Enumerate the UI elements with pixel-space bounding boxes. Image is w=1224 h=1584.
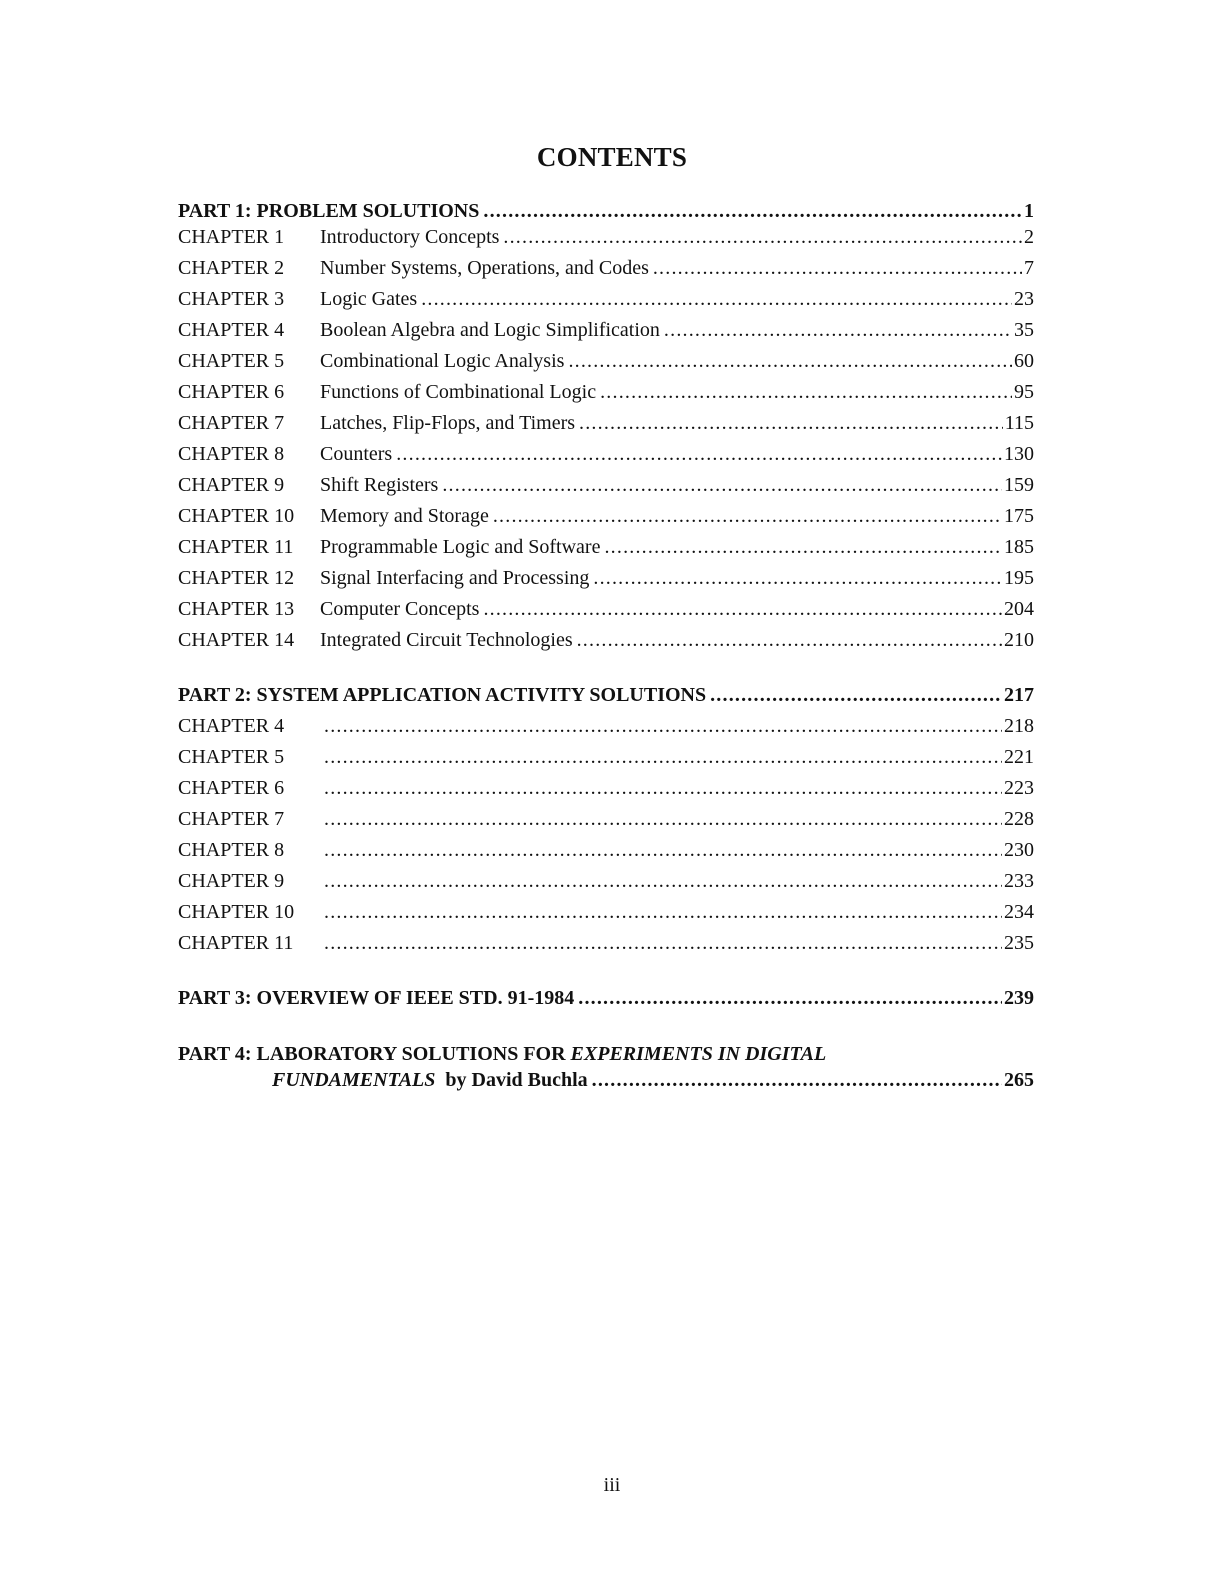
dot-leader [592, 1067, 1002, 1093]
dot-leader [664, 317, 1012, 343]
dot-leader [604, 534, 1002, 560]
part3-title: PART 3: OVERVIEW OF IEEE STD. 91-1984 [178, 987, 575, 1009]
chapter-label: CHAPTER 9 [178, 474, 285, 496]
dot-leader [503, 224, 1022, 250]
chapter-label: CHAPTER 6 [178, 777, 285, 799]
chapter-title: Computer Concepts [320, 598, 480, 620]
part3-heading[interactable] [178, 985, 1034, 1011]
dot-leader [577, 627, 1002, 653]
toc-entry[interactable] [178, 472, 1034, 503]
dot-leader [600, 379, 1012, 405]
dot-leader [653, 255, 1022, 281]
part2-title: PART 2: SYSTEM APPLICATION ACTIVITY SOLUTIONS [178, 684, 707, 706]
chapter-page: 95 [1014, 381, 1034, 403]
chapter-title: Integrated Circuit Technologies [320, 629, 573, 651]
chapter-title: Signal Interfacing and Processing [320, 567, 590, 589]
dot-leader [579, 410, 1003, 436]
chapter-page: 185 [1004, 536, 1034, 558]
dot-leader [483, 198, 1022, 224]
chapter-page: 175 [1004, 505, 1034, 527]
part4-title [178, 1041, 826, 1067]
part1-heading[interactable] [178, 198, 1034, 224]
toc-entry[interactable] [178, 713, 1034, 744]
dot-leader [493, 503, 1002, 529]
dot-leader [442, 472, 1002, 498]
chapter-label: CHAPTER 11 [178, 932, 294, 954]
dot-leader [324, 806, 1002, 832]
chapter-page: 159 [1004, 474, 1034, 496]
chapter-page: 204 [1004, 598, 1034, 620]
chapter-label: CHAPTER 10 [178, 505, 295, 527]
page-number: iii [603, 1474, 621, 1496]
chapter-title: Programmable Logic and Software [320, 536, 601, 558]
chapter-page: 23 [1014, 288, 1034, 310]
toc-entry[interactable] [178, 503, 1034, 534]
part2-chapter-list [178, 713, 1034, 961]
part4-author: by David Buchla [445, 1069, 588, 1091]
chapter-label: CHAPTER 8 [178, 839, 285, 861]
dot-leader [324, 713, 1002, 739]
dot-leader [324, 899, 1002, 925]
toc-entry[interactable] [178, 348, 1034, 379]
chapter-title: Number Systems, Operations, and Codes [320, 257, 649, 279]
toc-entry[interactable] [178, 224, 1034, 255]
dot-leader [710, 682, 1002, 708]
chapter-page: 228 [1004, 808, 1034, 830]
chapter-page: 218 [1004, 715, 1034, 737]
dot-leader [324, 837, 1002, 863]
chapter-title: Functions of Combinational Logic [320, 381, 597, 403]
dot-leader [568, 348, 1012, 374]
chapter-page: 2 [1024, 226, 1034, 248]
chapter-title: Logic Gates [320, 288, 418, 310]
chapter-page: 35 [1014, 319, 1034, 341]
toc-entry[interactable] [178, 317, 1034, 348]
chapter-title: Counters [320, 443, 393, 465]
chapter-page: 7 [1024, 257, 1034, 279]
part4-book-title-line2: FUNDAMENTALS [272, 1069, 436, 1091]
dot-leader [483, 596, 1002, 622]
toc-entry[interactable] [178, 379, 1034, 410]
chapter-title: Combinational Logic Analysis [320, 350, 565, 372]
dot-leader [324, 930, 1002, 956]
toc-entry[interactable] [178, 534, 1034, 565]
part4-heading[interactable] [178, 1041, 1034, 1067]
chapter-page: 233 [1004, 870, 1034, 892]
toc-entry[interactable] [178, 410, 1034, 441]
dot-leader [324, 775, 1002, 801]
part1-title: PART 1: PROBLEM SOLUTIONS [178, 200, 480, 222]
chapter-label: CHAPTER 7 [178, 412, 285, 434]
toc-entry[interactable] [178, 806, 1034, 837]
toc-entry[interactable] [178, 627, 1034, 658]
part4-label: PART 4: LABORATORY SOLUTIONS FOR [178, 1043, 566, 1065]
toc-entry[interactable] [178, 286, 1034, 317]
chapter-label: CHAPTER 10 [178, 901, 295, 923]
dot-leader [421, 286, 1012, 312]
chapter-label: CHAPTER 9 [178, 870, 285, 892]
chapter-title: Memory and Storage [320, 505, 489, 527]
chapter-label: CHAPTER 4 [178, 319, 285, 341]
chapter-page: 210 [1004, 629, 1034, 651]
part2-heading[interactable] [178, 682, 1034, 708]
chapter-page: 115 [1004, 412, 1034, 434]
chapter-label: CHAPTER 11 [178, 536, 294, 558]
dot-leader [593, 565, 1002, 591]
table-of-contents [178, 198, 1034, 1093]
toc-entry[interactable] [178, 775, 1034, 806]
dot-leader [324, 868, 1002, 894]
toc-entry[interactable] [178, 255, 1034, 286]
toc-entry[interactable] [178, 596, 1034, 627]
part4-book-title-line1: EXPERIMENTS IN DIGITAL [570, 1043, 827, 1065]
chapter-title: Boolean Algebra and Logic Simplification [320, 319, 660, 341]
chapter-label: CHAPTER 13 [178, 598, 295, 620]
chapter-page: 234 [1004, 901, 1034, 923]
chapter-page: 230 [1004, 839, 1034, 861]
chapter-title: Shift Registers [320, 474, 439, 496]
chapter-page: 130 [1004, 443, 1034, 465]
chapter-label: CHAPTER 12 [178, 567, 295, 589]
dot-leader [396, 441, 1002, 467]
dot-leader [578, 985, 1002, 1011]
chapter-label: CHAPTER 7 [178, 808, 285, 830]
toc-entry[interactable] [178, 837, 1034, 868]
dot-leader [324, 744, 1002, 770]
part4-page: 265 [1004, 1069, 1034, 1091]
toc-entry[interactable] [178, 565, 1034, 596]
chapter-page: 221 [1004, 746, 1034, 768]
chapter-title: Latches, Flip-Flops, and Timers [320, 412, 576, 434]
toc-entry[interactable] [178, 744, 1034, 775]
toc-entry[interactable] [178, 441, 1034, 472]
chapter-label: CHAPTER 2 [178, 257, 285, 279]
chapter-label: CHAPTER 14 [178, 629, 295, 651]
chapter-title: Introductory Concepts [320, 226, 500, 248]
chapter-page: 195 [1004, 567, 1034, 589]
chapter-page: 60 [1014, 350, 1034, 372]
chapter-label: CHAPTER 5 [178, 746, 285, 768]
part4-heading-line2[interactable] [178, 1067, 1034, 1093]
chapter-page: 235 [1004, 932, 1034, 954]
page-title: CONTENTS [536, 142, 688, 172]
chapter-page: 223 [1004, 777, 1034, 799]
chapter-label: CHAPTER 8 [178, 443, 285, 465]
chapter-label: CHAPTER 4 [178, 715, 285, 737]
chapter-label: CHAPTER 3 [178, 288, 285, 310]
chapter-label: CHAPTER 5 [178, 350, 285, 372]
part1-chapter-list [178, 224, 1034, 658]
toc-entry[interactable] [178, 899, 1034, 930]
chapter-label: CHAPTER 6 [178, 381, 285, 403]
chapter-label: CHAPTER 1 [178, 226, 285, 248]
toc-entry[interactable] [178, 930, 1034, 961]
part2-page: 217 [1004, 684, 1034, 706]
part3-page: 239 [1004, 987, 1034, 1009]
part1-page: 1 [1024, 200, 1034, 222]
toc-entry[interactable] [178, 868, 1034, 899]
